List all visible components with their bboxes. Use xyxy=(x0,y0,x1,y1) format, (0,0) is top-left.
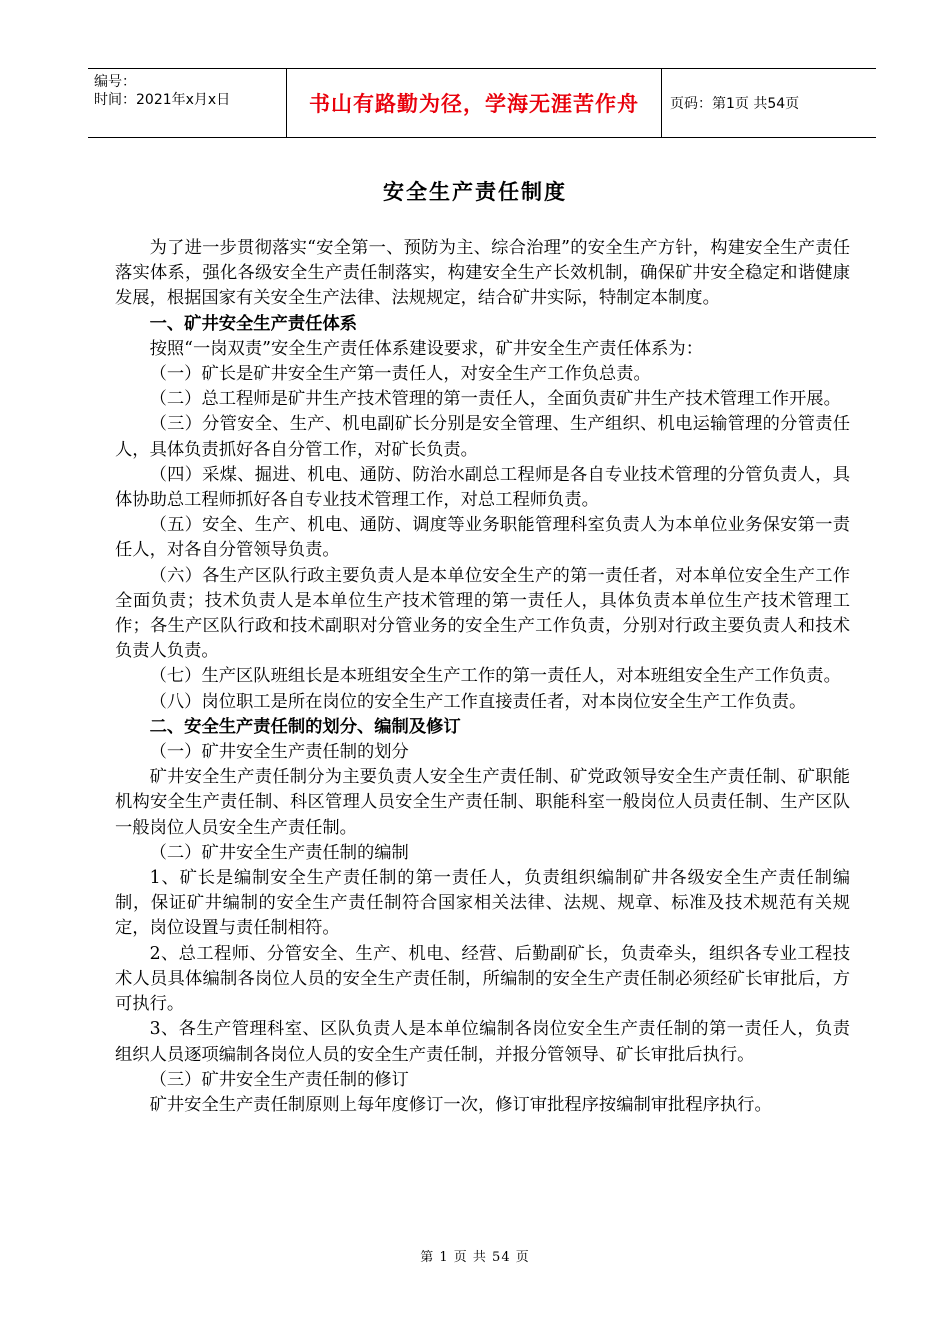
paragraph: 按照“一岗双责”安全生产责任体系建设要求，矿井安全生产责任体系为： xyxy=(149,338,703,359)
header-meta xyxy=(88,69,286,137)
paragraph: 矿井安全生产责任制分为主要负责人安全生产责任制、矿党政领导安全生产责任制、矿职能机构安全生产责任制、科区管理人员安全生产责任制、职能科室一般岗位人员责任制、生产区队一般岗位人员安全生产责任制。 xyxy=(115,767,850,838)
section-heading: 二、安全生产责任制的划分、编制及修订 xyxy=(149,716,461,737)
paragraph: 1、矿长是编制安全生产责任制的第一责任人，负责组织编制矿井各级安全生产责任制编制，保证矿井编制的安全生产责任制符合国家相关法律、法规、规章、标准及技术规范有关规定，岗位设置与责任制相符。 xyxy=(115,868,850,939)
list-item: （一）矿长是矿井安全生产第一责任人，对安全生产工作负总责。 xyxy=(149,364,651,385)
page-footer: 第 1 页 共 54 页 xyxy=(420,1250,530,1265)
intro-paragraph: 为了进一步贯彻落实“安全第一、预防为主、综合治理”的安全生产方针，构建安全生产责任落实体系，强化各级安全生产责任制落实，构建安全生产长效机制，确保矿井安全稳定和谐健康发展，根据国家有关安全生产法律、法规规定，结合矿井实际，特制定本制度。 xyxy=(115,238,850,309)
time-label: 时间：2021年x月x日 xyxy=(94,92,231,108)
list-item: （八）岗位职工是所在岗位的安全生产工作直接责任者，对本岗位安全生产工作负责。 xyxy=(149,691,807,712)
list-item: （七）生产区队班组长是本班组安全生产工作的第一责任人，对本班组安全生产工作负责。 xyxy=(149,666,841,687)
paragraph: 3、各生产管理科室、区队负责人是本单位编制各岗位安全生产责任制的第一责任人，负责组织人员逐项编制各岗位人员的安全生产责任制，并报分管领导、矿长审批后执行。 xyxy=(115,1019,850,1065)
subsection-heading: （一）矿井安全生产责任制的划分 xyxy=(149,742,409,763)
paragraph: 2、总工程师、分管安全、生产、机电、经营、后勤副矿长，负责牵头，组织各专业工程技术人员具体编制各岗位人员的安全生产责任制，所编制的安全生产责任制必须经矿长审批后，方可执行。 xyxy=(115,943,850,1015)
list-item: （六）各生产区队行政主要负责人是本单位安全生产的第一责任者，对本单位安全生产工作全面负责；技术负责人是本单位生产技术管理的第一责任人，具体负责本单位生产技术管理工作；各生产区队行政和技术副职对分管业务的安全生产工作负责，分别对行政主要负责人和技术负责人负责。 xyxy=(115,565,850,662)
document-body xyxy=(115,236,850,1118)
number-label: 编号： xyxy=(94,74,136,90)
document-header xyxy=(88,68,876,138)
list-item: （二）总工程师是矿井生产技术管理的第一责任人，全面负责矿井生产技术管理工作开展。 xyxy=(149,389,841,410)
list-item: （三）分管安全、生产、机电副矿长分别是安全管理、生产组织、机电运输管理的分管责任人，具体负责抓好各自分管工作，对矿长负责。 xyxy=(115,414,850,460)
list-item: （五）安全、生产、机电、通防、调度等业务职能管理科室负责人为本单位业务保安第一责任人，对各自分管领导负责。 xyxy=(115,515,850,561)
list-item: （四）采煤、掘进、机电、通防、防治水副总工程师是各自专业技术管理的分管负责人，具体协助总工程师抓好各自专业技术管理工作，对总工程师负责。 xyxy=(115,464,850,511)
subsection-heading: （二）矿井安全生产责任制的编制 xyxy=(149,842,409,863)
section-heading: 一、矿井安全生产责任体系 xyxy=(149,313,357,334)
header-page-info: 页码：第1页 共54页 xyxy=(670,96,800,112)
paragraph: 矿井安全生产责任制原则上每年度修订一次，修订审批程序按编制审批程序执行。 xyxy=(149,1094,772,1115)
subsection-heading: （三）矿井安全生产责任制的修订 xyxy=(149,1069,409,1090)
document-title: 安全生产责任制度 xyxy=(383,180,567,204)
header-slogan: 书山有路勤为径，学海无涯苦作舟 xyxy=(286,69,662,137)
